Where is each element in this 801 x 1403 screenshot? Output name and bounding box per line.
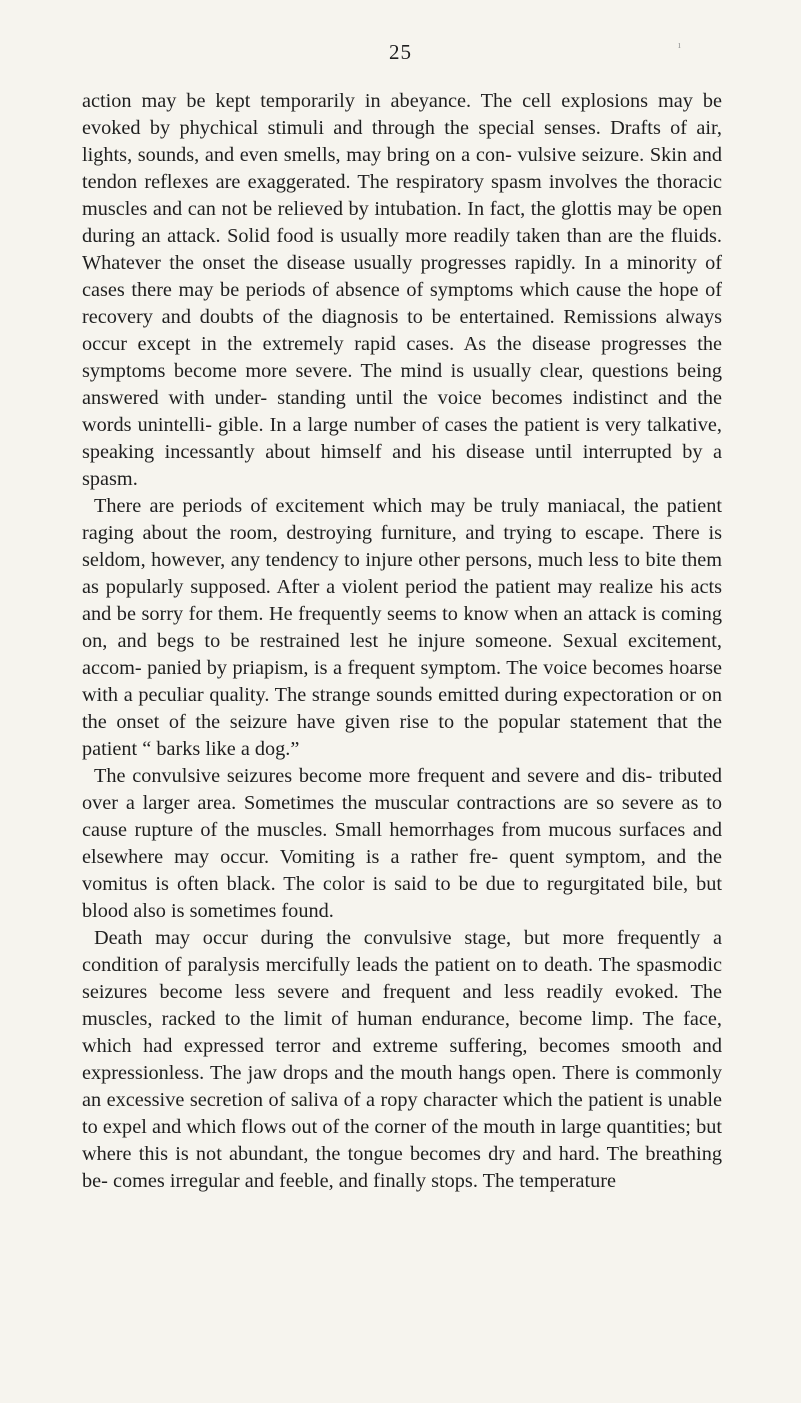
paragraph-4: Death may occur during the convulsive stage, but more frequently a condition of paralysis mercifully leads the patient on to death. The spasmodic seizures become less severe and frequent and less readily evoked. The muscles, racked to the limit of human endurance, become limp. The face, which had expressed terror and extreme suffering, becomes smooth and expressionless. The jaw drops and the mouth hangs open. There is commonly an excessive secretion of saliva of a ropy character which the patient is unable to expel and which flows out of the corner of the mouth in large quantities; but where this is not abundant, the tongue becomes dry and hard. The breathing be- comes irregular and feeble, and finally stops. The temperature [82, 927, 722, 1192]
paragraph-1: action may be kept temporarily in abeyance. The cell explosions may be evoked by phychical stimuli and through the special senses. Drafts of air, lights, sounds, and even smells, may bring on a con- vulsive seizure. Skin and tendon reflexes are exaggerated. The respiratory spasm involves the thoracic muscles and can not be relieved by intubation. In fact, the glottis may be open during an attack. Solid food is usually more readily taken than are the fluids. Whatever the onset the disease usually progresses rapidly. In a minority of cases there may be periods of absence of symptoms which cause the hope of recovery and doubts of the diagnosis to be entertained. Remissions always occur except in the extremely rapid cases. As the disease progresses the symptoms become more severe. The mind is usually clear, questions being answered with under- standing until the voice becomes indistinct and the words unintelli- gible. In a large number of cases the patient is very talkative, speaking incessantly about himself and his disease until interrupted by a spasm. [82, 90, 722, 490]
page-number: 25 [389, 40, 412, 64]
paragraph-3: The convulsive seizures become more frequent and severe and dis- tributed over a larger area. Sometimes the muscular contractions are so severe as to cause rupture of the muscles. Small hemorrhages from mucous surfaces and elsewhere may occur. Vomiting is a rather fre- quent symptom, and the vomitus is often black. The color is said to be due to regurgitated bile, but blood also is sometimes found. [82, 765, 722, 922]
corner-mark: ı [678, 40, 681, 51]
paragraph-2: There are periods of excitement which may be truly maniacal, the patient raging about the room, destroying furniture, and trying to escape. There is seldom, however, any tendency to injure other persons, much less to bite them as popularly supposed. After a violent period the patient may realize his acts and be sorry for them. He frequently seems to know when an attack is coming on, and begs to be restrained lest he injure someone. Sexual excitement, accom- panied by priapism, is a frequent symptom. The voice becomes hoarse with a peculiar quality. The strange sounds emitted during expectoration or on the onset of the seizure have given rise to the popular statement that the patient “ barks like a dog.” [82, 495, 722, 760]
body-text [82, 88, 722, 1195]
